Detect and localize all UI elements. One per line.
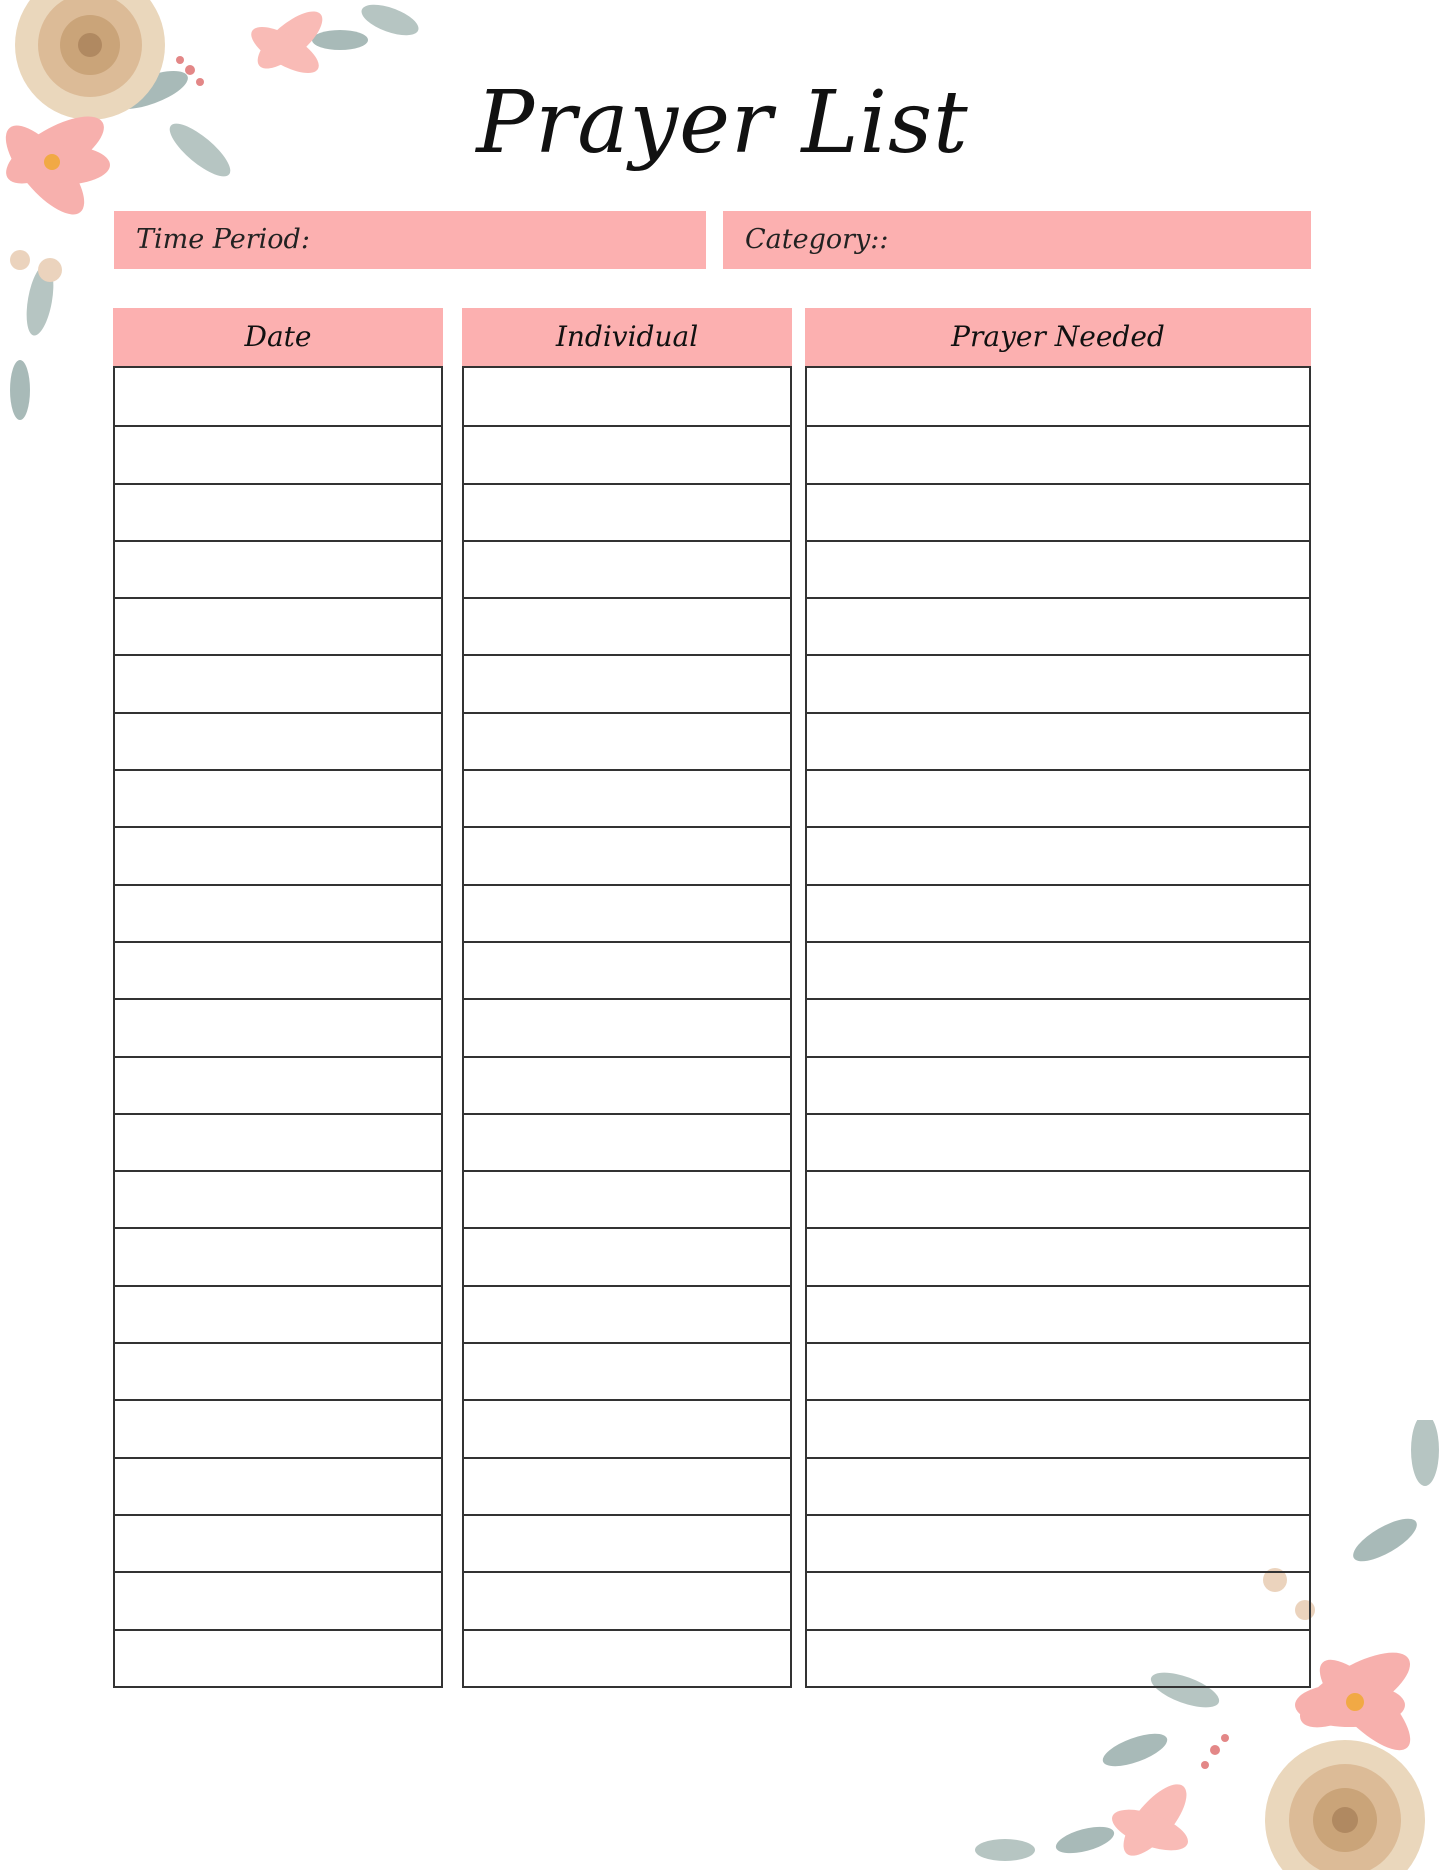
prayer-needed-cell[interactable] xyxy=(807,1227,1309,1284)
individual-cell[interactable] xyxy=(464,368,790,425)
individual-cell[interactable] xyxy=(464,654,790,711)
individual-column-header: Individual xyxy=(462,308,792,366)
individual-cell[interactable] xyxy=(464,1399,790,1456)
prayer-needed-cell[interactable] xyxy=(807,1342,1309,1399)
page-title: Prayer List xyxy=(476,73,969,173)
date-cell[interactable] xyxy=(115,1514,441,1571)
date-cell[interactable] xyxy=(115,1113,441,1170)
prayer-needed-cell[interactable] xyxy=(807,1457,1309,1514)
individual-cell[interactable] xyxy=(464,1285,790,1342)
individual-cell[interactable] xyxy=(464,1342,790,1399)
individual-cell[interactable] xyxy=(464,1457,790,1514)
date-cell[interactable] xyxy=(115,1399,441,1456)
individual-cell[interactable] xyxy=(464,1571,790,1628)
date-cell[interactable] xyxy=(115,1227,441,1284)
date-column xyxy=(113,308,443,1688)
prayer-needed-cell[interactable] xyxy=(807,368,1309,425)
date-cell[interactable] xyxy=(115,941,441,998)
prayer-needed-cell[interactable] xyxy=(807,884,1309,941)
prayer-needed-cell[interactable] xyxy=(807,1399,1309,1456)
prayer-needed-column xyxy=(805,308,1311,1688)
individual-cell[interactable] xyxy=(464,1514,790,1571)
prayer-needed-cell[interactable] xyxy=(807,1571,1309,1628)
prayer-needed-cell[interactable] xyxy=(807,540,1309,597)
prayer-needed-cell[interactable] xyxy=(807,769,1309,826)
date-column-header: Date xyxy=(113,308,443,366)
individual-cell[interactable] xyxy=(464,597,790,654)
date-cell[interactable] xyxy=(115,368,441,425)
date-cell[interactable] xyxy=(115,1056,441,1113)
individual-cell[interactable] xyxy=(464,1170,790,1227)
prayer-needed-cell[interactable] xyxy=(807,425,1309,482)
prayer-needed-cell[interactable] xyxy=(807,1170,1309,1227)
individual-cell[interactable] xyxy=(464,1113,790,1170)
prayer-needed-column-header: Prayer Needed xyxy=(805,308,1311,366)
date-cell[interactable] xyxy=(115,826,441,883)
prayer-needed-cell[interactable] xyxy=(807,654,1309,711)
date-cell[interactable] xyxy=(115,769,441,826)
individual-cell[interactable] xyxy=(464,712,790,769)
date-cell[interactable] xyxy=(115,425,441,482)
prayer-needed-cell[interactable] xyxy=(807,941,1309,998)
prayer-needed-cell[interactable] xyxy=(807,1056,1309,1113)
date-cell[interactable] xyxy=(115,483,441,540)
date-cell[interactable] xyxy=(115,712,441,769)
prayer-needed-cell[interactable] xyxy=(807,712,1309,769)
date-cell[interactable] xyxy=(115,1342,441,1399)
individual-cell[interactable] xyxy=(464,1056,790,1113)
individual-cell[interactable] xyxy=(464,998,790,1055)
date-cell[interactable] xyxy=(115,1629,441,1686)
prayer-needed-cell[interactable] xyxy=(807,998,1309,1055)
individual-cell[interactable] xyxy=(464,941,790,998)
prayer-needed-cell[interactable] xyxy=(807,1629,1309,1686)
individual-cell[interactable] xyxy=(464,769,790,826)
date-cell[interactable] xyxy=(115,1457,441,1514)
individual-column xyxy=(462,308,792,1688)
category-field[interactable]: Category:: xyxy=(723,211,1311,269)
date-cell[interactable] xyxy=(115,597,441,654)
date-cell[interactable] xyxy=(115,654,441,711)
time-period-field[interactable]: Time Period: xyxy=(114,211,706,269)
date-cell[interactable] xyxy=(115,1571,441,1628)
date-cell[interactable] xyxy=(115,540,441,597)
date-cell[interactable] xyxy=(115,998,441,1055)
prayer-needed-cell[interactable] xyxy=(807,483,1309,540)
individual-cell[interactable] xyxy=(464,1227,790,1284)
individual-cell[interactable] xyxy=(464,1629,790,1686)
individual-cell[interactable] xyxy=(464,826,790,883)
prayer-needed-cell[interactable] xyxy=(807,1285,1309,1342)
individual-cell[interactable] xyxy=(464,425,790,482)
individual-column-cells xyxy=(462,366,792,1688)
prayer-needed-column-cells xyxy=(805,366,1311,1688)
date-cell[interactable] xyxy=(115,884,441,941)
prayer-needed-cell[interactable] xyxy=(807,597,1309,654)
date-cell[interactable] xyxy=(115,1170,441,1227)
individual-cell[interactable] xyxy=(464,540,790,597)
date-column-cells xyxy=(113,366,443,1688)
prayer-needed-cell[interactable] xyxy=(807,1113,1309,1170)
prayer-needed-cell[interactable] xyxy=(807,826,1309,883)
date-cell[interactable] xyxy=(115,1285,441,1342)
individual-cell[interactable] xyxy=(464,483,790,540)
individual-cell[interactable] xyxy=(464,884,790,941)
prayer-needed-cell[interactable] xyxy=(807,1514,1309,1571)
